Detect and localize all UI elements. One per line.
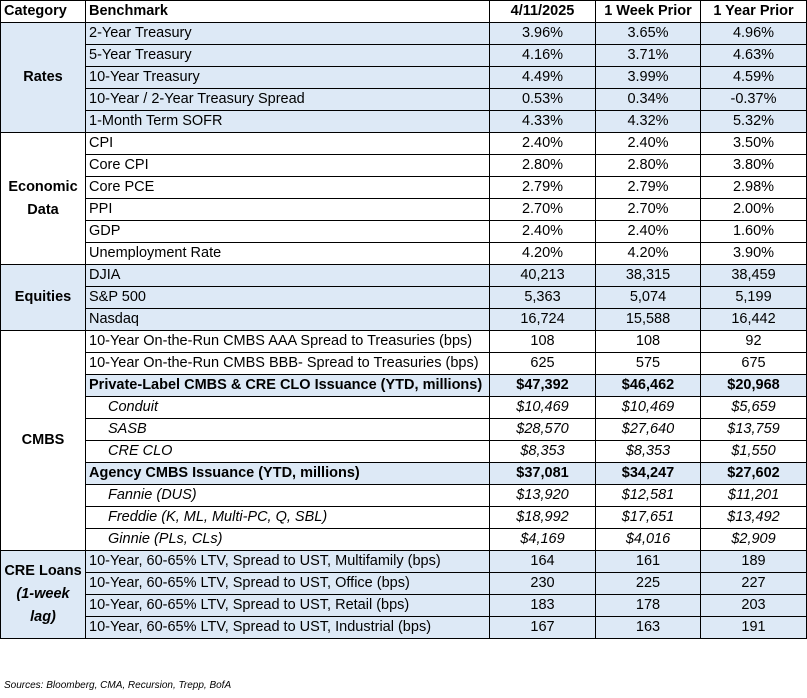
table-row xyxy=(1,199,807,221)
benchmark-name: 10-Year, 60-65% LTV, Spread to UST, Office (bps) xyxy=(86,573,490,595)
value-current: 625 xyxy=(490,353,596,375)
table-row xyxy=(1,507,807,529)
table-row xyxy=(1,287,807,309)
value-year-prior: $27,602 xyxy=(701,463,807,485)
table-row xyxy=(1,221,807,243)
value-week-prior: 0.34% xyxy=(596,89,701,111)
table-row xyxy=(1,397,807,419)
benchmark-name: 5-Year Treasury xyxy=(86,45,490,67)
value-week-prior: 225 xyxy=(596,573,701,595)
value-week-prior: $34,247 xyxy=(596,463,701,485)
value-year-prior: $13,492 xyxy=(701,507,807,529)
table-row xyxy=(1,617,807,639)
value-year-prior: $13,759 xyxy=(701,419,807,441)
table-row xyxy=(1,375,807,397)
value-week-prior: 2.70% xyxy=(596,199,701,221)
table-row xyxy=(1,595,807,617)
category-label-line: Data xyxy=(27,201,59,218)
value-year-prior: 203 xyxy=(701,595,807,617)
benchmark-name: PPI xyxy=(86,199,490,221)
value-current: 230 xyxy=(490,573,596,595)
benchmark-name: CRE CLO xyxy=(86,441,490,463)
table-row xyxy=(1,573,807,595)
table-row xyxy=(1,485,807,507)
value-current: 2.79% xyxy=(490,177,596,199)
value-year-prior: 1.60% xyxy=(701,221,807,243)
benchmark-name: 1-Month Term SOFR xyxy=(86,111,490,133)
value-year-prior: 3.50% xyxy=(701,133,807,155)
value-current: 4.49% xyxy=(490,67,596,89)
benchmark-name: 10-Year On-the-Run CMBS BBB- Spread to Treasuries (bps) xyxy=(86,353,490,375)
value-week-prior: 161 xyxy=(596,551,701,573)
value-current: $28,570 xyxy=(490,419,596,441)
benchmark-name: Core CPI xyxy=(86,155,490,177)
benchmark-name: 2-Year Treasury xyxy=(86,23,490,45)
value-current: $10,469 xyxy=(490,397,596,419)
value-week-prior: 163 xyxy=(596,617,701,639)
value-week-prior: 5,074 xyxy=(596,287,701,309)
value-year-prior: 189 xyxy=(701,551,807,573)
benchmark-name: 10-Year Treasury xyxy=(86,67,490,89)
year-prior-header: 1 Year Prior xyxy=(701,1,807,23)
benchmark-name: Private-Label CMBS & CRE CLO Issuance (YTD, millions) xyxy=(86,375,490,397)
table-row xyxy=(1,331,807,353)
benchmark-name: Nasdaq xyxy=(86,309,490,331)
table-row xyxy=(1,89,807,111)
benchmark-name: Fannie (DUS) xyxy=(86,485,490,507)
value-year-prior: 4.59% xyxy=(701,67,807,89)
value-current: 40,213 xyxy=(490,265,596,287)
category-label-line: (1-week xyxy=(16,586,70,602)
value-week-prior: 108 xyxy=(596,331,701,353)
value-year-prior: 38,459 xyxy=(701,265,807,287)
value-year-prior: 4.63% xyxy=(701,45,807,67)
table-row xyxy=(1,529,807,551)
benchmark-name: 10-Year On-the-Run CMBS AAA Spread to Treasuries (bps) xyxy=(86,331,490,353)
value-current: 0.53% xyxy=(490,89,596,111)
table-row xyxy=(1,463,807,485)
value-week-prior: 575 xyxy=(596,353,701,375)
benchmark-name: Conduit xyxy=(86,397,490,419)
value-year-prior: 191 xyxy=(701,617,807,639)
benchmark-name: S&P 500 xyxy=(86,287,490,309)
benchmark-name: Core PCE xyxy=(86,177,490,199)
value-current: 4.20% xyxy=(490,243,596,265)
table-row xyxy=(1,309,807,331)
value-week-prior: 2.40% xyxy=(596,221,701,243)
value-week-prior: 4.20% xyxy=(596,243,701,265)
value-current: 164 xyxy=(490,551,596,573)
value-week-prior: $4,016 xyxy=(596,529,701,551)
value-year-prior: 16,442 xyxy=(701,309,807,331)
benchmark-name: CPI xyxy=(86,133,490,155)
benchmark-name: DJIA xyxy=(86,265,490,287)
value-year-prior: $5,659 xyxy=(701,397,807,419)
benchmark-name: 10-Year, 60-65% LTV, Spread to UST, Retail (bps) xyxy=(86,595,490,617)
value-current: 4.16% xyxy=(490,45,596,67)
value-week-prior: 4.32% xyxy=(596,111,701,133)
category-equities: Equities xyxy=(1,265,86,331)
benchmark-name: SASB xyxy=(86,419,490,441)
value-year-prior: 675 xyxy=(701,353,807,375)
table-row xyxy=(1,45,807,67)
date-header: 4/11/2025 xyxy=(490,1,596,23)
table-row xyxy=(1,551,807,573)
value-year-prior: 3.90% xyxy=(701,243,807,265)
value-week-prior: 3.65% xyxy=(596,23,701,45)
table-row xyxy=(1,419,807,441)
value-week-prior: $27,640 xyxy=(596,419,701,441)
benchmark-name: 10-Year, 60-65% LTV, Spread to UST, Multifamily (bps) xyxy=(86,551,490,573)
benchmark-name: 10-Year / 2-Year Treasury Spread xyxy=(86,89,490,111)
table-row xyxy=(1,23,807,45)
value-week-prior: $12,581 xyxy=(596,485,701,507)
value-current: 2.40% xyxy=(490,221,596,243)
table-row xyxy=(1,265,807,287)
table-row xyxy=(1,177,807,199)
benchmark-name: 10-Year, 60-65% LTV, Spread to UST, Industrial (bps) xyxy=(86,617,490,639)
header-row xyxy=(1,1,807,23)
category-label-line: CRE Loans xyxy=(4,563,82,579)
category-label-line: lag) xyxy=(30,609,56,625)
value-week-prior: 3.71% xyxy=(596,45,701,67)
value-current: 4.33% xyxy=(490,111,596,133)
table-row xyxy=(1,155,807,177)
benchmark-name: Freddie (K, ML, Multi-PC, Q, SBL) xyxy=(86,507,490,529)
category-rates: Rates xyxy=(1,23,86,133)
benchmark-name: GDP xyxy=(86,221,490,243)
table-row xyxy=(1,243,807,265)
value-week-prior: $10,469 xyxy=(596,397,701,419)
benchmark-name: Ginnie (PLs, CLs) xyxy=(86,529,490,551)
value-week-prior: $17,651 xyxy=(596,507,701,529)
value-current: 16,724 xyxy=(490,309,596,331)
value-year-prior: 2.00% xyxy=(701,199,807,221)
value-current: $18,992 xyxy=(490,507,596,529)
value-current: 3.96% xyxy=(490,23,596,45)
value-week-prior: $46,462 xyxy=(596,375,701,397)
value-current: 2.40% xyxy=(490,133,596,155)
table-row xyxy=(1,111,807,133)
value-current: $4,169 xyxy=(490,529,596,551)
value-current: $47,392 xyxy=(490,375,596,397)
value-year-prior: 2.98% xyxy=(701,177,807,199)
value-current: 108 xyxy=(490,331,596,353)
benchmark-name: Agency CMBS Issuance (YTD, millions) xyxy=(86,463,490,485)
value-year-prior: 5,199 xyxy=(701,287,807,309)
value-week-prior: 2.40% xyxy=(596,133,701,155)
value-year-prior: 3.80% xyxy=(701,155,807,177)
value-year-prior: $20,968 xyxy=(701,375,807,397)
value-year-prior: 92 xyxy=(701,331,807,353)
value-year-prior: $1,550 xyxy=(701,441,807,463)
week-prior-header: 1 Week Prior xyxy=(596,1,701,23)
value-year-prior: 4.96% xyxy=(701,23,807,45)
source-note: Sources: Bloomberg, CMA, Recursion, Trepp, BofA xyxy=(4,680,232,691)
table-row xyxy=(1,441,807,463)
value-year-prior: 5.32% xyxy=(701,111,807,133)
category-header: Category xyxy=(1,1,86,23)
value-current: 5,363 xyxy=(490,287,596,309)
value-year-prior: -0.37% xyxy=(701,89,807,111)
value-year-prior: $2,909 xyxy=(701,529,807,551)
value-week-prior: 2.80% xyxy=(596,155,701,177)
table-row xyxy=(1,353,807,375)
benchmark-header: Benchmark xyxy=(86,1,490,23)
category-cre-loans xyxy=(1,551,86,639)
value-week-prior: 178 xyxy=(596,595,701,617)
value-current: $8,353 xyxy=(490,441,596,463)
benchmark-name: Unemployment Rate xyxy=(86,243,490,265)
value-current: 2.70% xyxy=(490,199,596,221)
value-current: $37,081 xyxy=(490,463,596,485)
table-row xyxy=(1,67,807,89)
category-economic-data xyxy=(1,133,86,265)
value-week-prior: 3.99% xyxy=(596,67,701,89)
value-week-prior: $8,353 xyxy=(596,441,701,463)
value-year-prior: 227 xyxy=(701,573,807,595)
value-week-prior: 38,315 xyxy=(596,265,701,287)
value-current: 167 xyxy=(490,617,596,639)
value-current: $13,920 xyxy=(490,485,596,507)
table-row xyxy=(1,133,807,155)
value-year-prior: $11,201 xyxy=(701,485,807,507)
category-cmbs: CMBS xyxy=(1,331,86,551)
value-week-prior: 2.79% xyxy=(596,177,701,199)
value-current: 183 xyxy=(490,595,596,617)
category-label-line: Economic xyxy=(8,178,78,195)
value-week-prior: 15,588 xyxy=(596,309,701,331)
value-current: 2.80% xyxy=(490,155,596,177)
